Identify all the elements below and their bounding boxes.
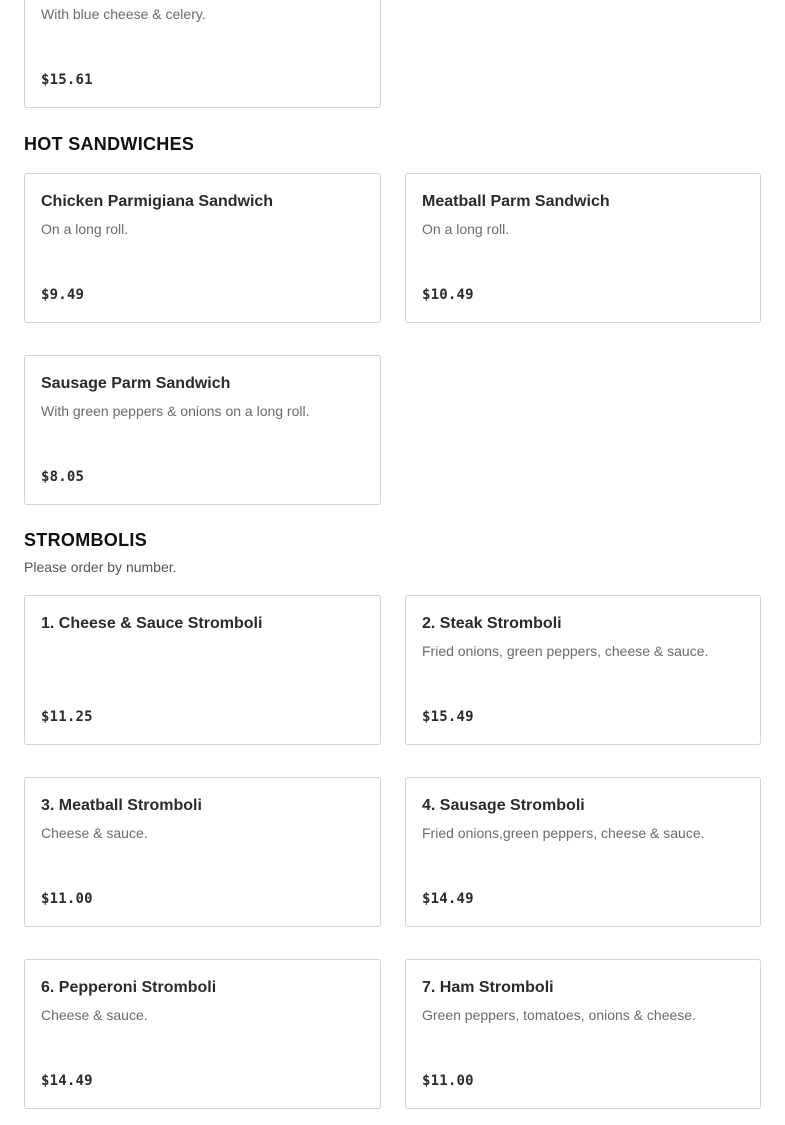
item-price: $11.00	[422, 1073, 474, 1089]
menu-item-card[interactable]	[405, 777, 761, 927]
item-price: $11.00	[41, 891, 93, 907]
item-description: Green peppers, tomatoes, onions & cheese.	[422, 1007, 696, 1023]
menu-item-card[interactable]	[24, 0, 381, 108]
item-name: 4. Sausage Stromboli	[422, 797, 585, 814]
menu-item-card[interactable]	[24, 595, 381, 745]
item-name: 1. Cheese & Sauce Stromboli	[41, 615, 263, 632]
item-price: $8.05	[41, 469, 85, 485]
item-price: $9.49	[41, 287, 85, 303]
item-description: With green peppers & onions on a long roll.	[41, 403, 310, 419]
item-price: $14.49	[41, 1073, 93, 1089]
item-description: Fried onions, green peppers, cheese & sauce.	[422, 643, 709, 659]
item-description: On a long roll.	[422, 221, 510, 237]
item-description: Fried onions,green peppers, cheese & sauce.	[422, 825, 705, 841]
item-name: Meatball Parm Sandwich	[422, 193, 610, 210]
item-description: With blue cheese & celery.	[41, 6, 206, 22]
section-title-hot-sandwiches: HOT SANDWICHES	[24, 134, 195, 154]
item-name: Chicken Parmigiana Sandwich	[41, 193, 274, 210]
menu-item-card[interactable]	[405, 173, 761, 323]
item-price: $15.49	[422, 709, 474, 725]
menu-item-card[interactable]	[24, 959, 381, 1109]
item-name: Sausage Parm Sandwich	[41, 375, 231, 392]
menu-item-card[interactable]	[24, 173, 381, 323]
item-description: Cheese & sauce.	[41, 1007, 148, 1023]
item-name: 2. Steak Stromboli	[422, 615, 562, 632]
item-description: On a long roll.	[41, 221, 129, 237]
section-title-strombolis: STROMBOLIS	[24, 530, 147, 550]
menu-item-card[interactable]	[405, 595, 761, 745]
item-name: 6. Pepperoni Stromboli	[41, 979, 217, 996]
item-name: 3. Meatball Stromboli	[41, 797, 202, 814]
menu-item-card[interactable]	[24, 777, 381, 927]
item-name: 7. Ham Stromboli	[422, 979, 554, 996]
item-price: $11.25	[41, 709, 93, 725]
section-description: Please order by number.	[24, 559, 177, 575]
menu-item-card[interactable]	[24, 355, 381, 505]
item-description: Cheese & sauce.	[41, 825, 148, 841]
item-price: $10.49	[422, 287, 474, 303]
item-price: $15.61	[41, 72, 93, 88]
menu-item-card[interactable]	[405, 959, 761, 1109]
item-price: $14.49	[422, 891, 474, 907]
